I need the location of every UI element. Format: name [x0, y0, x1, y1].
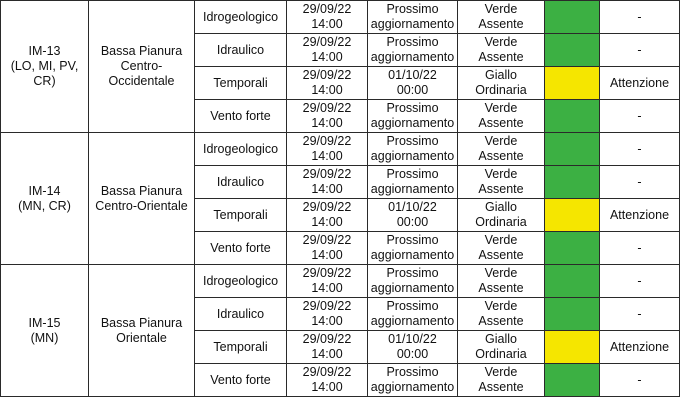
risk-type-cell: Temporali [195, 331, 287, 364]
issue-datetime-cell-line1: 29/09/22 [302, 266, 352, 280]
validity-cell-line2: aggiornamento [370, 149, 455, 163]
issue-datetime-cell [287, 232, 368, 265]
risk-type-cell: Temporali [195, 67, 287, 100]
alert-level-cell-line2: Assente [478, 116, 524, 130]
zone-name-cell: Bassa Pianura Centro-Occidentale [89, 1, 195, 133]
alert-level-cell-line2: Assente [478, 281, 524, 295]
validity-cell [368, 265, 458, 298]
risk-type-cell: Vento forte [195, 100, 287, 133]
issue-datetime-cell [287, 364, 368, 397]
validity-cell-line1: 01/10/22 [388, 200, 437, 214]
zone-code-cell [1, 265, 89, 397]
alert-level-cell-line1: Giallo [485, 332, 517, 346]
issue-datetime-cell-line2: 14:00 [311, 17, 343, 31]
alert-status-cell: - [600, 34, 680, 67]
zone-code-cell-line1: IM-14 [28, 183, 61, 198]
zone-code-cell [1, 1, 89, 133]
issue-datetime-cell [287, 298, 368, 331]
validity-cell-line2: aggiornamento [370, 314, 455, 328]
alert-status-cell: Attenzione [600, 199, 680, 232]
validity-cell-line1: Prossimo [386, 266, 439, 280]
issue-datetime-cell-line2: 14:00 [311, 314, 343, 328]
issue-datetime-cell-line2: 14:00 [311, 149, 343, 163]
zone-name-cell: Bassa Pianura Centro-Orientale [89, 133, 195, 265]
validity-cell-line1: Prossimo [386, 299, 439, 313]
validity-cell-line1: Prossimo [386, 35, 439, 49]
risk-type-cell: Vento forte [195, 232, 287, 265]
alert-level-cell-line1: Giallo [485, 68, 517, 82]
alert-level-cell [458, 331, 545, 364]
alert-color-swatch [545, 34, 600, 67]
issue-datetime-cell-line1: 29/09/22 [302, 2, 352, 16]
validity-cell [368, 67, 458, 100]
validity-cell-line1: Prossimo [386, 167, 439, 181]
issue-datetime-cell [287, 1, 368, 34]
alert-color-swatch [545, 364, 600, 397]
alert-level-cell-line2: Assente [478, 248, 524, 262]
validity-cell-line2: 00:00 [396, 347, 429, 361]
validity-cell [368, 1, 458, 34]
alert-level-cell [458, 199, 545, 232]
issue-datetime-cell-line2: 14:00 [311, 182, 343, 196]
zone-code-cell-line1: IM-13 [28, 44, 61, 58]
alert-level-cell [458, 166, 545, 199]
alert-level-cell [458, 1, 545, 34]
alert-level-cell-line1: Verde [484, 35, 518, 49]
issue-datetime-cell-line2: 14:00 [311, 215, 343, 229]
alert-color-swatch [545, 232, 600, 265]
alert-level-cell-line2: Assente [478, 182, 524, 196]
validity-cell-line1: Prossimo [386, 134, 439, 148]
issue-datetime-cell-line1: 29/09/22 [302, 35, 352, 49]
issue-datetime-cell [287, 331, 368, 364]
validity-cell-line1: Prossimo [386, 2, 439, 16]
validity-cell [368, 100, 458, 133]
issue-datetime-cell-line1: 29/09/22 [302, 332, 352, 346]
alert-level-cell-line2: Ordinaria [475, 83, 527, 97]
alert-color-swatch [545, 67, 600, 100]
validity-cell-line2: aggiornamento [370, 281, 455, 295]
alert-level-cell-line1: Verde [484, 2, 518, 16]
zone-code-cell [1, 133, 89, 265]
table-row [1, 1, 680, 34]
alert-level-cell [458, 100, 545, 133]
alert-level-cell [458, 232, 545, 265]
alert-level-cell-line1: Giallo [485, 200, 517, 214]
alert-level-cell-line2: Assente [478, 380, 524, 394]
issue-datetime-cell-line1: 29/09/22 [302, 134, 352, 148]
validity-cell-line2: aggiornamento [370, 17, 455, 31]
zone-code-cell-line2: (MN) [30, 330, 59, 345]
issue-datetime-cell [287, 100, 368, 133]
alert-status-cell: Attenzione [600, 331, 680, 364]
issue-datetime-cell-line1: 29/09/22 [302, 233, 352, 247]
validity-cell-line1: 01/10/22 [388, 68, 437, 82]
validity-cell [368, 199, 458, 232]
table-row [1, 133, 680, 166]
alert-color-swatch [545, 298, 600, 331]
issue-datetime-cell-line1: 29/09/22 [302, 365, 352, 379]
table-row [1, 265, 680, 298]
issue-datetime-cell-line2: 14:00 [311, 248, 343, 262]
alert-level-cell-line1: Verde [484, 266, 518, 280]
alert-status-cell: Attenzione [600, 67, 680, 100]
alert-level-cell-line2: Assente [478, 149, 524, 163]
issue-datetime-cell-line2: 14:00 [311, 50, 343, 64]
alert-level-cell-line2: Ordinaria [475, 347, 527, 361]
issue-datetime-cell [287, 34, 368, 67]
risk-type-cell: Vento forte [195, 364, 287, 397]
alert-status-cell: - [600, 232, 680, 265]
alert-level-cell [458, 364, 545, 397]
issue-datetime-cell [287, 199, 368, 232]
validity-cell-line1: 01/10/22 [388, 332, 437, 346]
alert-level-cell-line1: Verde [484, 233, 518, 247]
alert-status-cell: - [600, 1, 680, 34]
validity-cell-line2: aggiornamento [370, 380, 455, 394]
alert-color-swatch [545, 133, 600, 166]
alert-level-cell [458, 265, 545, 298]
validity-cell-line2: aggiornamento [370, 248, 455, 262]
alert-status-cell: - [600, 166, 680, 199]
issue-datetime-cell-line1: 29/09/22 [302, 167, 352, 181]
issue-datetime-cell-line2: 14:00 [311, 116, 343, 130]
risk-type-cell: Idrogeologico [195, 265, 287, 298]
issue-datetime-cell-line2: 14:00 [311, 380, 343, 394]
validity-cell-line2: aggiornamento [370, 182, 455, 196]
alert-level-cell-line2: Assente [478, 314, 524, 328]
alert-level-cell [458, 67, 545, 100]
alert-level-cell-line1: Verde [484, 101, 518, 115]
validity-cell-line2: 00:00 [396, 215, 429, 229]
validity-cell [368, 133, 458, 166]
validity-cell-line2: aggiornamento [370, 116, 455, 130]
issue-datetime-cell-line1: 29/09/22 [302, 101, 352, 115]
alert-level-cell-line1: Verde [484, 134, 518, 148]
risk-type-cell: Idraulico [195, 166, 287, 199]
validity-cell-line1: Prossimo [386, 233, 439, 247]
risk-type-cell: Idrogeologico [195, 1, 287, 34]
issue-datetime-cell [287, 133, 368, 166]
alert-status-cell: - [600, 265, 680, 298]
alert-color-swatch [545, 199, 600, 232]
alert-status-cell: - [600, 364, 680, 397]
alert-color-swatch [545, 100, 600, 133]
alert-color-swatch [545, 265, 600, 298]
issue-datetime-cell-line2: 14:00 [311, 83, 343, 97]
validity-cell-line1: Prossimo [386, 101, 439, 115]
issue-datetime-cell-line2: 14:00 [311, 281, 343, 295]
alert-level-cell-line2: Ordinaria [475, 215, 527, 229]
zone-name-cell: Bassa Pianura Orientale [89, 265, 195, 397]
zone-code-cell-line2: (MN, CR) [18, 198, 71, 213]
validity-cell [368, 34, 458, 67]
alert-level-cell [458, 34, 545, 67]
alert-level-cell [458, 298, 545, 331]
issue-datetime-cell [287, 166, 368, 199]
risk-type-cell: Idrogeologico [195, 133, 287, 166]
risk-type-cell: Idraulico [195, 34, 287, 67]
alert-level-cell [458, 133, 545, 166]
alert-status-cell: - [600, 298, 680, 331]
alert-status-cell: - [600, 100, 680, 133]
validity-cell-line2: aggiornamento [370, 50, 455, 64]
alert-color-swatch [545, 1, 600, 34]
validity-cell [368, 232, 458, 265]
zone-code-cell-line1: IM-15 [28, 315, 61, 330]
risk-type-cell: Temporali [195, 199, 287, 232]
issue-datetime-cell-line2: 14:00 [311, 347, 343, 361]
alert-color-swatch [545, 166, 600, 199]
alert-level-cell-line1: Verde [484, 299, 518, 313]
issue-datetime-cell-line1: 29/09/22 [302, 68, 352, 82]
zone-code-cell-line2: (LO, MI, PV, CR) [10, 59, 79, 88]
alert-status-cell: - [600, 133, 680, 166]
validity-cell-line2: 00:00 [396, 83, 429, 97]
alert-color-swatch [545, 331, 600, 364]
risk-type-cell: Idraulico [195, 298, 287, 331]
validity-cell [368, 298, 458, 331]
validity-cell [368, 166, 458, 199]
validity-cell [368, 331, 458, 364]
validity-cell-line1: Prossimo [386, 365, 439, 379]
issue-datetime-cell [287, 67, 368, 100]
alert-level-cell-line1: Verde [484, 167, 518, 181]
alert-level-cell-line2: Assente [478, 17, 524, 31]
alert-level-cell-line1: Verde [484, 365, 518, 379]
issue-datetime-cell-line1: 29/09/22 [302, 200, 352, 214]
issue-datetime-cell [287, 265, 368, 298]
validity-cell [368, 364, 458, 397]
alert-level-cell-line2: Assente [478, 50, 524, 64]
issue-datetime-cell-line1: 29/09/22 [302, 299, 352, 313]
